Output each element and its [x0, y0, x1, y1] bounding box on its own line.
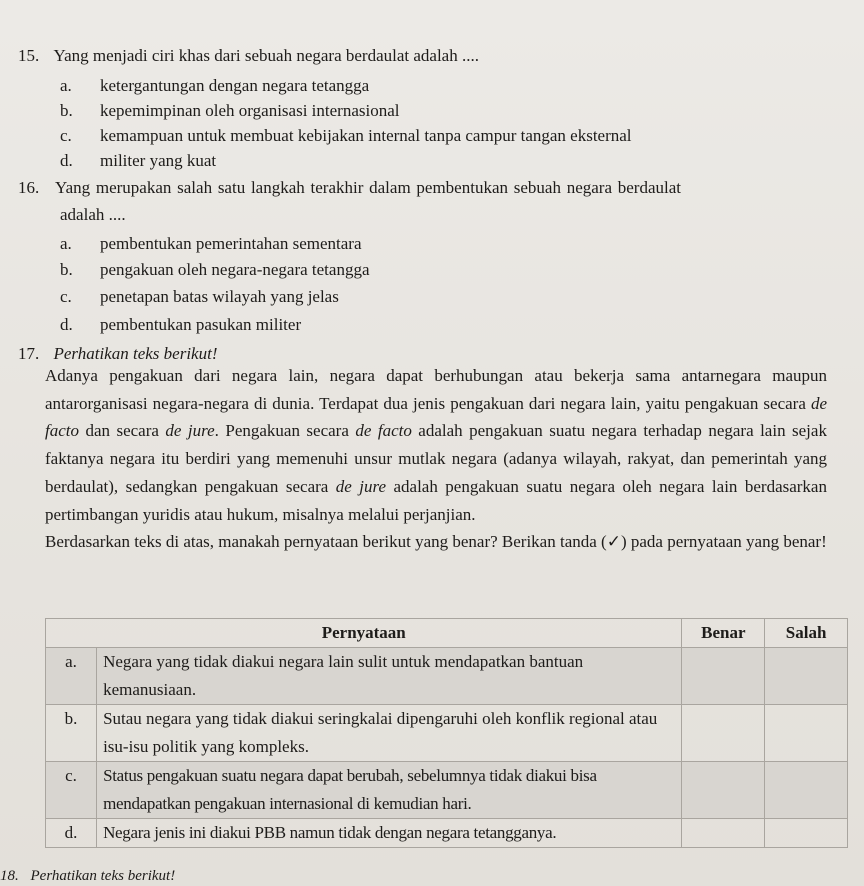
row-letter: a. — [46, 648, 97, 705]
option-text: kepemimpinan oleh organisasi internasional — [100, 101, 400, 120]
passage-text: . Pengakuan secara — [214, 421, 356, 441]
salah-checkbox-cell[interactable] — [765, 705, 848, 762]
salah-checkbox-cell[interactable] — [765, 762, 848, 819]
term-de-jure: de jure — [335, 476, 387, 496]
benar-checkbox-cell[interactable] — [682, 648, 765, 705]
header-benar: Benar — [682, 619, 765, 648]
table-row — [46, 762, 848, 819]
benar-checkbox-cell[interactable] — [682, 819, 765, 848]
option-text: penetapan batas wilayah yang jelas — [100, 287, 339, 306]
question-intro: Perhatikan teks berikut! — [53, 344, 218, 363]
header-statement: Pernyataan — [46, 619, 682, 648]
question-text: Yang merupakan salah satu langkah terakhir dalam pembentukan sebuah negara berdaulat — [55, 178, 681, 197]
benar-checkbox-cell[interactable] — [682, 762, 765, 819]
instruction-text: Berdasarkan teks di atas, manakah pernyataan berikut yang benar? Berikan tanda (✓) pada pernyataan yang benar! — [45, 532, 827, 552]
option-text: militer yang kuat — [100, 151, 217, 170]
row-statement: Status pengakuan suatu negara dapat berubah, sebelumnya tidak diakui bisa mendapatkan pengakuan internasional di kemudian hari. — [97, 762, 682, 819]
question-16 — [18, 178, 681, 198]
option-text: ketergantungan dengan negara tetangga — [100, 76, 370, 95]
option-text: pengakuan oleh negara-negara tetangga — [100, 260, 370, 279]
question-number: 15. — [18, 46, 40, 65]
reading-passage — [45, 362, 827, 556]
statement-table — [45, 618, 848, 848]
question-number: 18. — [0, 868, 19, 884]
question-15 — [18, 46, 479, 66]
passage-text: adalah pengakuan suatu negara terhadap negara lain sejak faktanya negara itu berdiri yang memenuhi unsur mutlak negara (adanya wilayah, rakyat, dan pemerintah yang berdaulat), sedangkan pengakuan secara — [45, 421, 827, 496]
option-text: pembentukan pemerintahan sementara — [100, 234, 362, 253]
table-row — [46, 819, 848, 848]
question-intro: Perhatikan teks berikut! — [30, 868, 176, 884]
table-row — [46, 705, 848, 762]
option-letter: d. — [60, 151, 73, 170]
question-18 — [0, 866, 175, 886]
question-number: 16. — [18, 178, 40, 197]
passage-text: Adanya pengakuan dari negara lain, negara dapat berhubungan atau bekerja sama antarnegara maupun antarorganisasi negara-negara di dunia. Terdapat dua jenis pengakuan dari negara lain, yaitu pengakuan secara — [45, 366, 827, 413]
salah-checkbox-cell[interactable] — [765, 819, 848, 848]
term-de-facto: de facto — [355, 421, 412, 441]
option-letter: b. — [60, 101, 73, 120]
term-de-jure: de jure — [165, 421, 215, 441]
question-number: 17. — [18, 344, 40, 363]
table-row — [46, 648, 848, 705]
option-letter: b. — [60, 260, 73, 279]
header-salah: Salah — [765, 619, 848, 648]
table-header-row — [46, 619, 848, 648]
row-letter: d. — [46, 819, 97, 848]
passage-text: adalah pengakuan suatu negara oleh negara lain berdasarkan pertimbangan yuridis atau hukum, misalnya melalui perjanjian. — [45, 476, 827, 524]
salah-checkbox-cell[interactable] — [765, 648, 848, 705]
row-letter: c. — [46, 762, 97, 819]
option-letter: a. — [60, 234, 72, 253]
term-de-facto: de facto — [45, 393, 827, 441]
benar-checkbox-cell[interactable] — [682, 705, 765, 762]
option-letter: a. — [60, 76, 72, 95]
row-statement: Sutau negara yang tidak diakui seringkalai dipengaruhi oleh konflik regional atau isu-isu politik yang kompleks. — [97, 705, 682, 762]
option-text: kemampuan untuk membuat kebijakan internal tanpa campur tangan eksternal — [100, 126, 632, 145]
passage-text: dan secara — [79, 421, 166, 441]
question-text-continued: adalah .... — [60, 205, 126, 224]
question-text: Yang menjadi ciri khas dari sebuah negara berdaulat adalah .... — [53, 46, 479, 65]
option-text: pembentukan pasukan militer — [100, 315, 302, 334]
option-letter: c. — [60, 287, 72, 306]
row-statement: Negara jenis ini diakui PBB namun tidak dengan negara tetangganya. — [97, 819, 682, 848]
question-17 — [18, 344, 217, 364]
option-letter: c. — [60, 126, 72, 145]
option-letter: d. — [60, 315, 73, 334]
row-statement: Negara yang tidak diakui negara lain sulit untuk mendapatkan bantuan kemanusiaan. — [97, 648, 682, 705]
row-letter: b. — [46, 705, 97, 762]
